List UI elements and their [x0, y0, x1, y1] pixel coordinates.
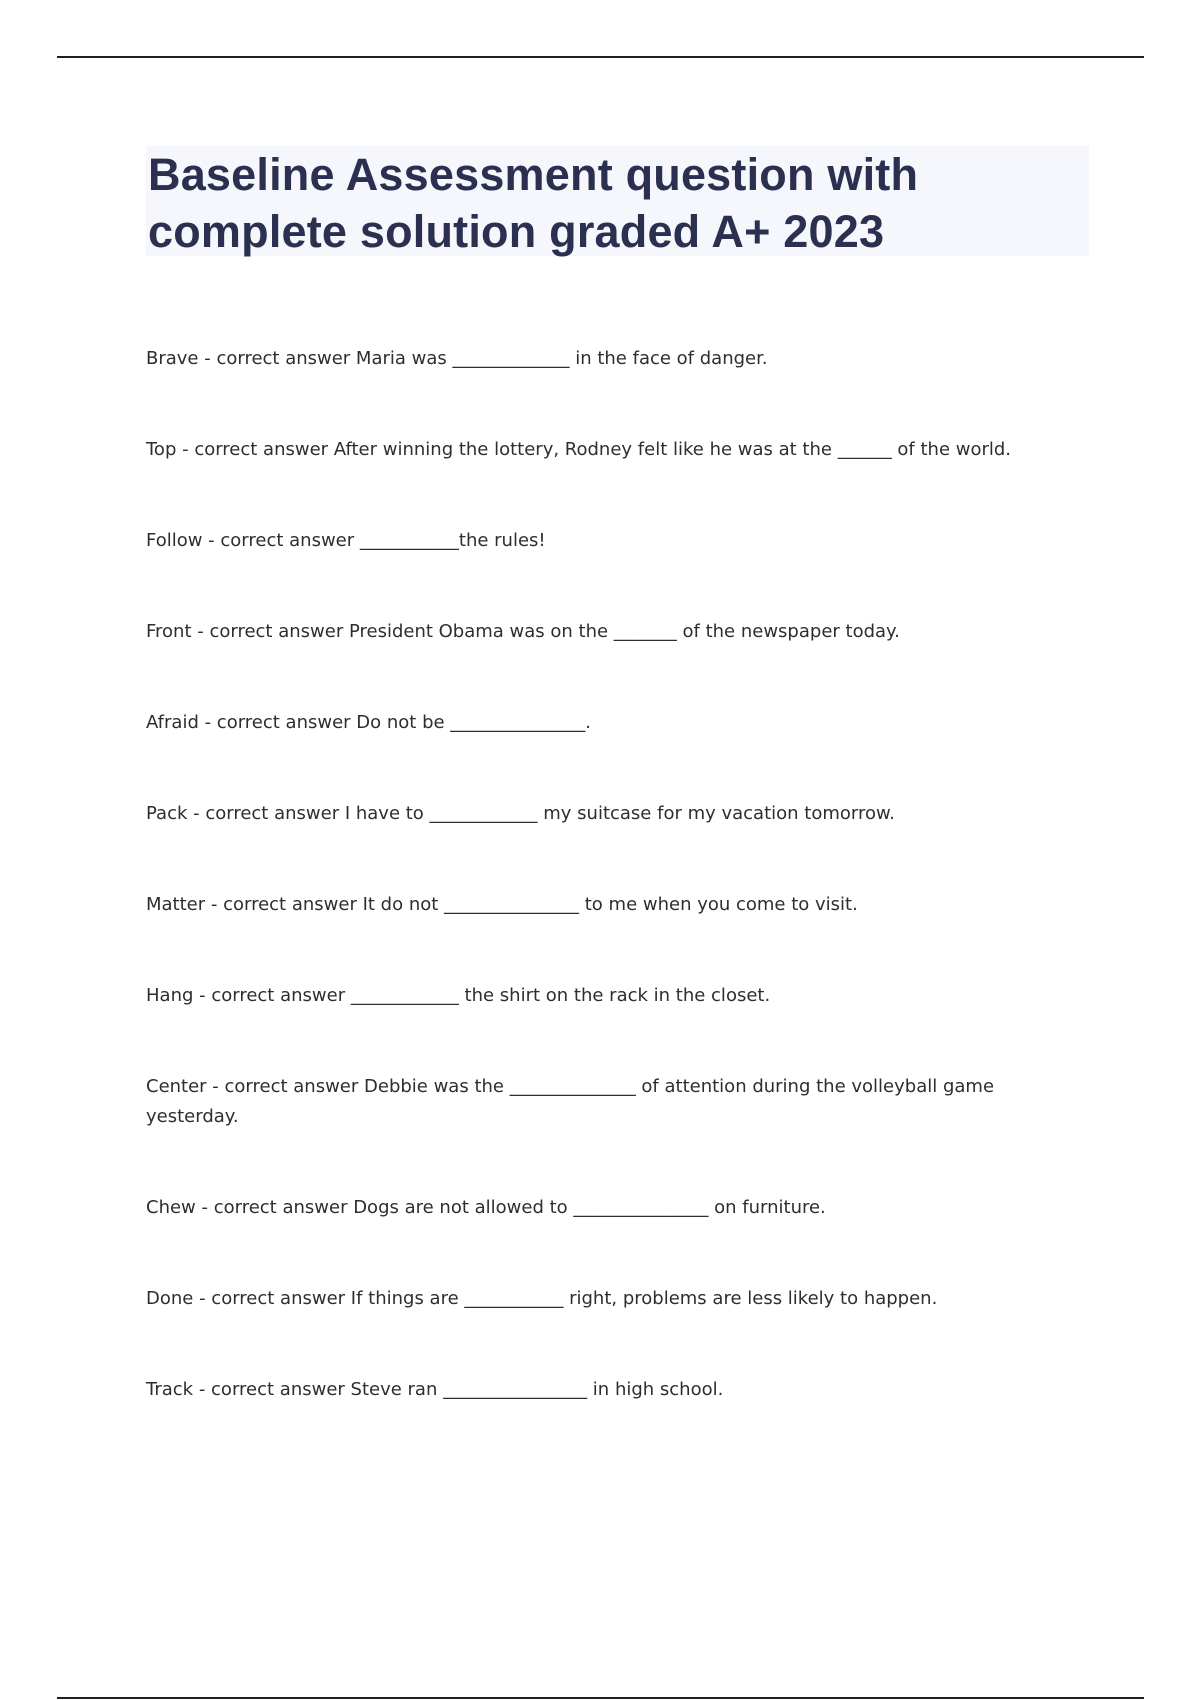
qa-item-afraid: Afraid - correct answer Do not be _______________.: [146, 712, 592, 733]
qa-item-top: Top - correct answer After winning the lottery, Rodney felt like he was at the ______ of the world.: [146, 439, 1012, 460]
document-title: Baseline Assessment question with complete solution graded A+ 2023: [148, 149, 919, 257]
qa-item-front: Front - correct answer President Obama was on the _______ of the newspaper today.: [146, 621, 900, 642]
title-block: [146, 146, 1089, 256]
qa-item-pack: Pack - correct answer I have to ____________ my suitcase for my vacation tomorrow.: [146, 803, 895, 824]
qa-item-matter: Matter - correct answer It do not _______________ to me when you come to visit.: [146, 894, 858, 915]
bottom-divider: [57, 1697, 1144, 1699]
qa-item-center: Center - correct answer Debbie was the ______________ of attention during the volleyball game yesterday.: [146, 1076, 995, 1127]
top-divider: [57, 56, 1144, 58]
qa-item-brave: Brave - correct answer Maria was _____________ in the face of danger.: [146, 348, 768, 369]
qa-item-chew: Chew - correct answer Dogs are not allowed to _______________ on furniture.: [146, 1197, 826, 1218]
qa-item-hang: Hang - correct answer ____________ the shirt on the rack in the closet.: [146, 985, 771, 1006]
question-answer-list: [146, 344, 1046, 1466]
qa-item-track: Track - correct answer Steve ran ________________ in high school.: [146, 1379, 724, 1400]
qa-item-follow: Follow - correct answer ___________the rules!: [146, 530, 546, 551]
qa-item-done: Done - correct answer If things are ___________ right, problems are less likely to happen.: [146, 1288, 938, 1309]
